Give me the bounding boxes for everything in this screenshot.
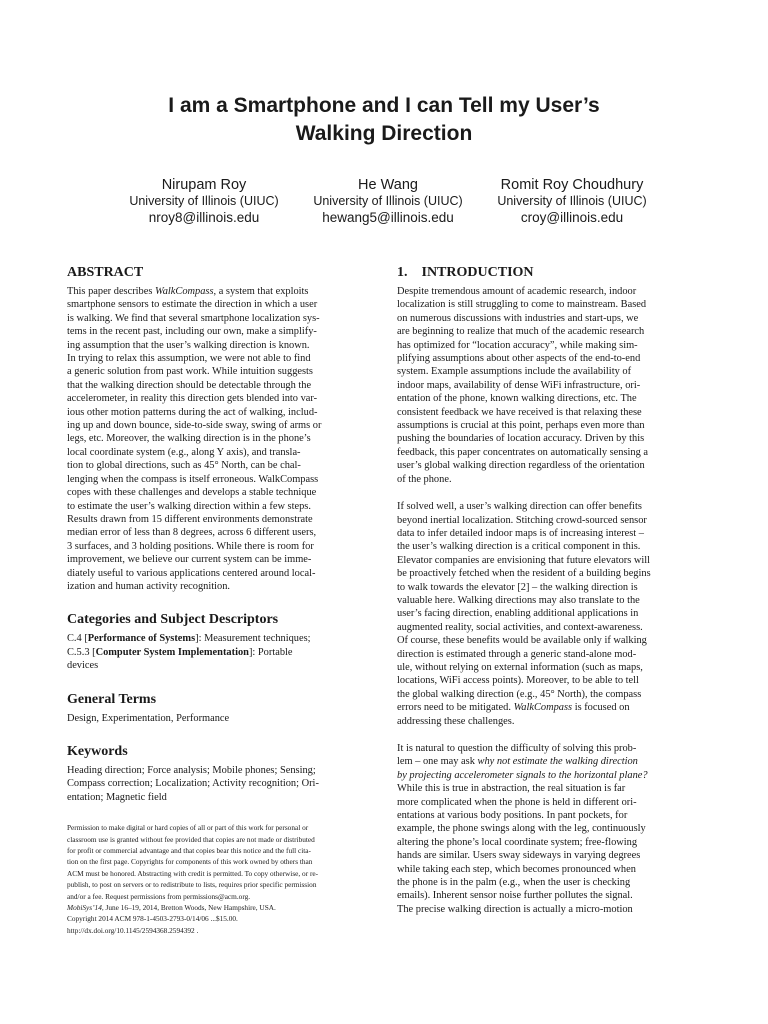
abstract-line: In trying to relax this assumption, we were not able to find bbox=[67, 353, 311, 365]
abstract-line: ing up and down bounce, side-to-side sway, swing of arms or bbox=[67, 420, 322, 432]
abstract-line: improvement, we believe our current system can be imme- bbox=[67, 554, 312, 566]
abstract-line: accelerometer, in reality this direction gets blended into var- bbox=[67, 393, 318, 405]
intro-paragraph-2: If solved well, a user’s walking direction can offer benefits beyond inertial localization. Stitching crowd-sourced sensor data to infer detailed indoor maps is of increasing interest – the user’s walking direction is a critical component in this. Elevator companies are envisioning that future elevators will be proactively fetched when the resident of a building begins to walk towards the elevator [2] – the walking direction is valuable here. Walking directions may also translate to the user’s facing direction, enabling additional applications in augmented reality, social activities, and context-awareness. Of course, these benefits would be available only if walking direction is estimated through a generic stand-alone mod- ule, without relying on external information (such as maps, locations, WiFi access points). Moreover, to be able to tell the global walking direction (e.g., 45° North), the compass errors need to be mitigated. WalkCompass is focused on addressing these challenges. bbox=[397, 501, 651, 727]
author-block bbox=[462, 176, 682, 227]
abstract-line: legs, etc. Moreover, the walking direction is in the phone’s bbox=[67, 433, 311, 445]
title-line-2: Walking Direction bbox=[295, 122, 473, 145]
right-column bbox=[397, 264, 727, 916]
categories-text: C.4 [Performance of Systems]: Measurement techniques; C.5.3 [Computer System Implementation]: Portable devices bbox=[67, 633, 311, 672]
author-name: Romit Roy Choudhury bbox=[500, 177, 644, 193]
paper-title bbox=[0, 92, 768, 148]
author-email: hewang5@illinois.edu bbox=[322, 210, 454, 225]
abstract-line: Results drawn from 15 different environments demonstrate bbox=[67, 513, 313, 525]
categories-heading: Categories and Subject Descriptors bbox=[67, 612, 279, 628]
permission-notice: Permission to make digital or hard copies of all or part of this work for personal or classroom use is granted without fee provided that copies are not made or distributed for profit or commercial advantage and that copies bear this notice and the full cita- tion on the first page. Copyrights for components of this work owned by others than ACM must be honored. Abstracting with credit is permitted. To copy otherwise, or re- publish, to post on servers or to redistribute to lists, requires prior specific permission and/or a fee. Request permissions from permissions@acm.org. MobiSys’14, June 16–19, 2014, Bretton Woods, New Hampshire, USA. Copyright 2014 ACM 978-1-4503-2793-0/14/06 ...$15.00. http://dx.doi.org/10.1145/2594368.2594392 . bbox=[67, 822, 397, 936]
abstract-line: tion to global directions, such as 45° North, can be chal- bbox=[67, 460, 301, 472]
left-column bbox=[67, 264, 397, 936]
keywords-heading: Keywords bbox=[67, 743, 128, 759]
author-affiliation: University of Illinois (UIUC) bbox=[129, 194, 279, 208]
title-line-1: I am a Smartphone and I can Tell my User’s bbox=[168, 94, 600, 117]
abstract-line: a generic solution from past work. While intuition suggests bbox=[67, 366, 313, 378]
intro-paragraph-3: It is natural to question the difficulty of solving this prob- lem – one may ask why not estimate the walking direction by projecting accelerometer signals to the horizontal plane? While this is true in abstraction, the real situation is far more complicated when the phone is held in different ori- entations at various body positions. In pant pockets, for example, the phone swings along with the leg, continuously altering the phone’s local coordinate system; free-flowing hands are similar. Users sway sideways in varying degrees while taking each step, which becomes pronounced when the phone is in the palm (e.g., when the user is checking emails). Inherent sensor noise further pollutes the signal. The precise walking direction is actually a micro-motion bbox=[397, 743, 648, 915]
abstract-line: is walking. We find that several smartphone localization sys- bbox=[67, 312, 320, 324]
abstract-line: ious other motion patterns during the act of walking, includ- bbox=[67, 406, 318, 418]
general-terms-text: Design, Experimentation, Performance bbox=[67, 712, 230, 724]
author-email: croy@illinois.edu bbox=[520, 210, 624, 225]
abstract-line: median error of less than 8 degrees, across 6 different users, bbox=[67, 527, 317, 539]
introduction-heading: 1. INTRODUCTION bbox=[397, 265, 534, 280]
abstract-line: lenging when the compass is itself erroneous. WalkCompass bbox=[67, 473, 319, 485]
abstract-line: diately useful to various applications centered around local- bbox=[67, 567, 316, 579]
keywords-text: Heading direction; Force analysis; Mobile phones; Sensing; Compass correction; Localization; Activity recognition; Ori- entation; Magnetic field bbox=[67, 764, 319, 803]
author-name: He Wang bbox=[358, 177, 418, 193]
abstract-line: tems in the recent past, including our own, make a simplify- bbox=[67, 326, 317, 338]
abstract-line: local coordinate system (e.g., along Y axis), and transla- bbox=[67, 446, 301, 458]
intro-paragraph-1: Despite tremendous amount of academic research, indoor localization is still struggling to come to mainstream. Based on numerous discussions with industries and start-ups, we are beginning to realize that much of the academic research has optimized for “location accuracy”, while making sim- plifying assumptions about other aspects of the end-to-end system. Example assumptions include the availability of indoor maps, availability of dense WiFi infrastructure, ori- entation of the phone, known walking directions, etc. The consistent feedback we have received is that relaxing these assumptions is crucial at this point, perhaps even more than pushing the boundaries of location accuracy. Driven by this feedback, this paper concentrates on automatically sensing a user’s global walking direction regardless of the orientation of the phone. bbox=[397, 286, 649, 485]
abstract-line: This paper describes WalkCompass, a system that exploits bbox=[67, 286, 309, 297]
system-name: WalkCompass bbox=[155, 286, 214, 297]
abstract-line: smartphone sensors to estimate the direction in which a user bbox=[67, 299, 318, 311]
author-affiliation: University of Illinois (UIUC) bbox=[313, 194, 463, 208]
abstract-line: to estimate the user’s walking direction within a few steps. bbox=[67, 500, 311, 512]
author-affiliation: University of Illinois (UIUC) bbox=[497, 194, 647, 208]
general-terms-heading: General Terms bbox=[67, 691, 157, 707]
venue-name: MobiSys’14, bbox=[67, 903, 104, 913]
author-email: nroy8@illinois.edu bbox=[148, 210, 260, 225]
abstract-line: ization and human activity recognition. bbox=[67, 580, 231, 592]
abstract-heading: ABSTRACT bbox=[67, 265, 144, 280]
abstract-line: copes with these challenges and develops a stable technique bbox=[67, 487, 317, 499]
author-name: Nirupam Roy bbox=[161, 177, 247, 193]
abstract-text bbox=[67, 285, 397, 593]
copyright-line: Copyright 2014 ACM 978-1-4503-2793-0/14/06 ...$15.00. bbox=[67, 914, 238, 924]
abstract-line: 3 surfaces, and 3 holding positions. While there is room for bbox=[67, 540, 314, 552]
abstract-line: ing assumption that the user’s walking direction is known. bbox=[67, 339, 310, 351]
abstract-line: that the walking direction should be detectable through the bbox=[67, 379, 312, 391]
doi-link[interactable]: http://dx.doi.org/10.1145/2594368.2594392 . bbox=[67, 925, 199, 935]
